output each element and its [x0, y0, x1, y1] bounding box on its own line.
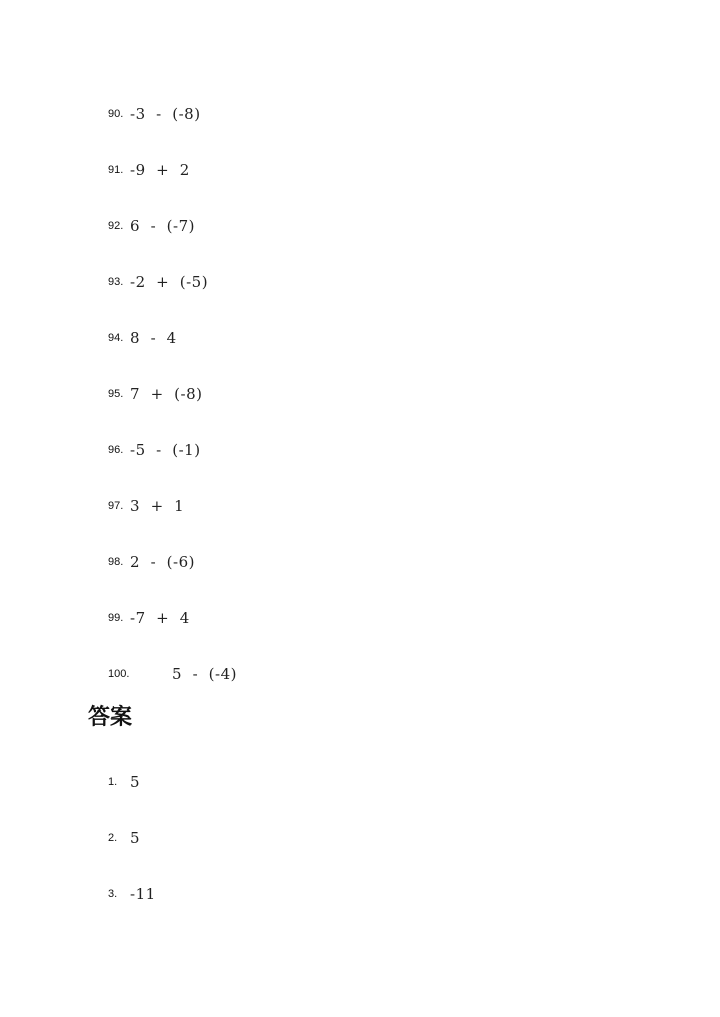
answer-value: 5: [130, 773, 141, 791]
answer-value: 5: [130, 829, 141, 847]
answer-number: 1.: [108, 776, 118, 788]
problem-expression: 8 - 4: [130, 329, 177, 347]
problem-number: 93.: [108, 276, 124, 288]
answers-heading: 答案: [88, 705, 133, 730]
problem-item: [108, 310, 237, 366]
problem-expression: -5 - (-1): [130, 441, 201, 459]
problem-item: [108, 142, 237, 198]
problem-item: [108, 646, 237, 702]
problem-number: 92.: [108, 220, 124, 232]
problem-number: 100.: [108, 668, 130, 680]
answer-item: [108, 866, 156, 922]
answer-number: 2.: [108, 832, 118, 844]
problem-expression: 7 + (-8): [130, 385, 203, 403]
answer-value: -11: [130, 885, 156, 903]
problem-expression: 3 + 1: [130, 497, 185, 515]
problem-number: 98.: [108, 556, 124, 568]
answer-item: [108, 754, 156, 810]
problem-expression: -3 - (-8): [130, 105, 201, 123]
problem-expression: 6 - (-7): [130, 217, 195, 235]
problem-number: 90.: [108, 108, 124, 120]
problem-number: 97.: [108, 500, 124, 512]
problem-item: [108, 198, 237, 254]
problem-item: [108, 422, 237, 478]
problem-number: 96.: [108, 444, 124, 456]
problem-number: 94.: [108, 332, 124, 344]
problem-item: [108, 254, 237, 310]
answer-number: 3.: [108, 888, 118, 900]
problem-item: [108, 590, 237, 646]
problem-item: [108, 534, 237, 590]
problem-number: 99.: [108, 612, 124, 624]
problem-item: [108, 478, 237, 534]
problem-expression: -9 + 2: [130, 161, 190, 179]
problem-item: [108, 366, 237, 422]
problem-list: [108, 86, 237, 702]
problem-number: 91.: [108, 164, 124, 176]
answer-list: [108, 754, 156, 922]
problem-expression: 2 - (-6): [130, 553, 195, 571]
problem-expression: -7 + 4: [130, 609, 190, 627]
problem-item: [108, 86, 237, 142]
problem-expression: 5 - (-4): [172, 665, 237, 683]
answer-item: [108, 810, 156, 866]
problem-expression: -2 + (-5): [130, 273, 209, 291]
problem-number: 95.: [108, 388, 124, 400]
